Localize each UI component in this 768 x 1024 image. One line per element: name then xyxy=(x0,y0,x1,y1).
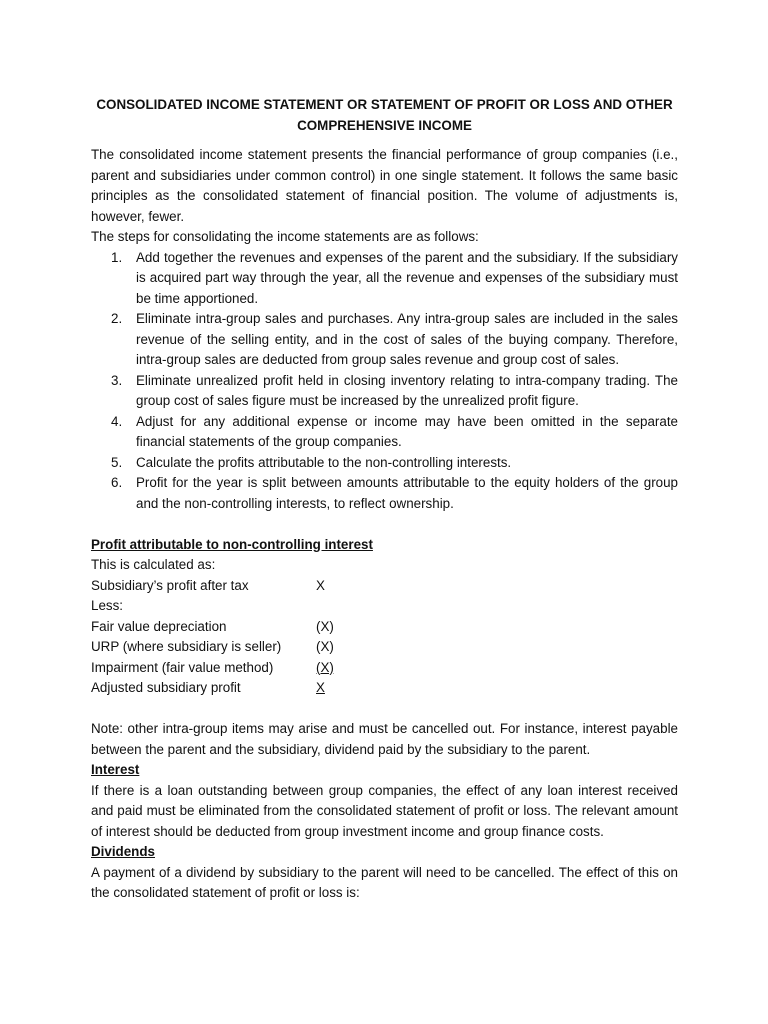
calc-label: Impairment (fair value method) xyxy=(91,659,274,675)
calc-value xyxy=(316,596,356,617)
list-item-number: 6. xyxy=(111,475,123,490)
document-body xyxy=(91,94,678,904)
list-item-number: 1. xyxy=(111,249,123,265)
calc-value: X xyxy=(316,577,325,593)
interest-heading: Interest xyxy=(91,762,140,777)
calc-value: (X) xyxy=(316,639,334,654)
calc-row xyxy=(91,617,678,638)
calc-row xyxy=(91,596,678,617)
dividends-paragraph: A payment of a dividend by subsidiary to the parent will need to be cancelled. The effect of this on the consolidated statement of profit or loss is: xyxy=(91,864,678,900)
calc-row xyxy=(91,637,678,658)
calc-label: Subsidiary’s profit after tax xyxy=(91,577,249,593)
list-item xyxy=(91,473,678,514)
list-item xyxy=(91,248,678,310)
nci-calculation xyxy=(91,576,678,699)
list-item-text: Adjust for any additional expense or income may have been omitted in the separate financial statements of the group companies. xyxy=(136,413,678,449)
list-item xyxy=(91,453,678,474)
calc-label: URP (where subsidiary is seller) xyxy=(91,639,282,654)
note-paragraph: Note: other intra-group items may arise and must be cancelled out. For instance, interest payable between the parent and the subsidiary, dividend paid by the subsidiary to the parent. xyxy=(91,721,678,757)
list-item-number: 5. xyxy=(111,454,123,470)
list-item-text: Eliminate intra-group sales and purchases. Any intra-group sales are included in the sales revenue of the selling entity, and in the cost of sales of the buying company. Therefore, intra-group sales are deducted from group sales revenue and group cost of sales. xyxy=(136,311,678,367)
list-item-text: Calculate the profits attributable to the non-controlling interests. xyxy=(136,454,512,470)
list-item xyxy=(91,309,678,371)
dividends-heading: Dividends xyxy=(91,844,155,859)
list-item-number: 4. xyxy=(111,413,123,429)
calc-row xyxy=(91,678,678,699)
title-line-2: COMPREHENSIVE INCOME xyxy=(297,118,472,133)
interest-paragraph: If there is a loan outstanding between group companies, the effect of any loan interest received and paid must be eliminated from the consolidated statement of profit or loss. The relevant amount of interest should be deducted from group investment income and group finance costs. xyxy=(91,782,678,839)
spacer xyxy=(91,514,678,535)
list-item-text: Add together the revenues and expenses of the parent and the subsidiary. If the subsidiary is acquired part way through the year, all the revenue and expenses of the subsidiary must be time apportioned. xyxy=(136,249,678,306)
calc-label: Fair value depreciation xyxy=(91,618,227,634)
list-item-number: 3. xyxy=(111,372,123,388)
calc-value: X xyxy=(316,680,325,695)
calc-row xyxy=(91,658,678,679)
calc-row xyxy=(91,576,678,597)
list-item xyxy=(91,412,678,453)
list-item xyxy=(91,371,678,412)
spacer xyxy=(91,699,678,720)
list-item-text: Eliminate unrealized profit held in closing inventory relating to intra-company trading. The group cost of sales figure must be increased by the unrealized profit figure. xyxy=(136,372,678,408)
calc-label: Adjusted subsidiary profit xyxy=(91,680,241,695)
steps-list xyxy=(91,248,678,515)
intro-paragraph: The consolidated income statement presents the financial performance of group companies (i.e., parent and subsidiaries under common control) in one single statement. It follows the same basic principles as the consolidated statement of financial position. The volume of adjustments is, however, fewer. xyxy=(91,147,678,224)
calc-value: (X) xyxy=(316,618,334,634)
nci-calc-intro: This is calculated as: xyxy=(91,557,216,572)
steps-intro: The steps for consolidating the income statements are as follows: xyxy=(91,229,479,244)
calc-label: Less: xyxy=(91,598,124,613)
page-title xyxy=(91,94,678,136)
list-item-number: 2. xyxy=(111,311,123,326)
nci-heading: Profit attributable to non-controlling interest xyxy=(91,536,373,552)
calc-value: (X) xyxy=(316,659,334,675)
title-line-1: CONSOLIDATED INCOME STATEMENT OR STATEMENT OF PROFIT OR LOSS AND OTHER xyxy=(96,97,673,112)
list-item-text: Profit for the year is split between amounts attributable to the equity holders of the group and the non-controlling interests, to reflect ownership. xyxy=(136,475,678,511)
